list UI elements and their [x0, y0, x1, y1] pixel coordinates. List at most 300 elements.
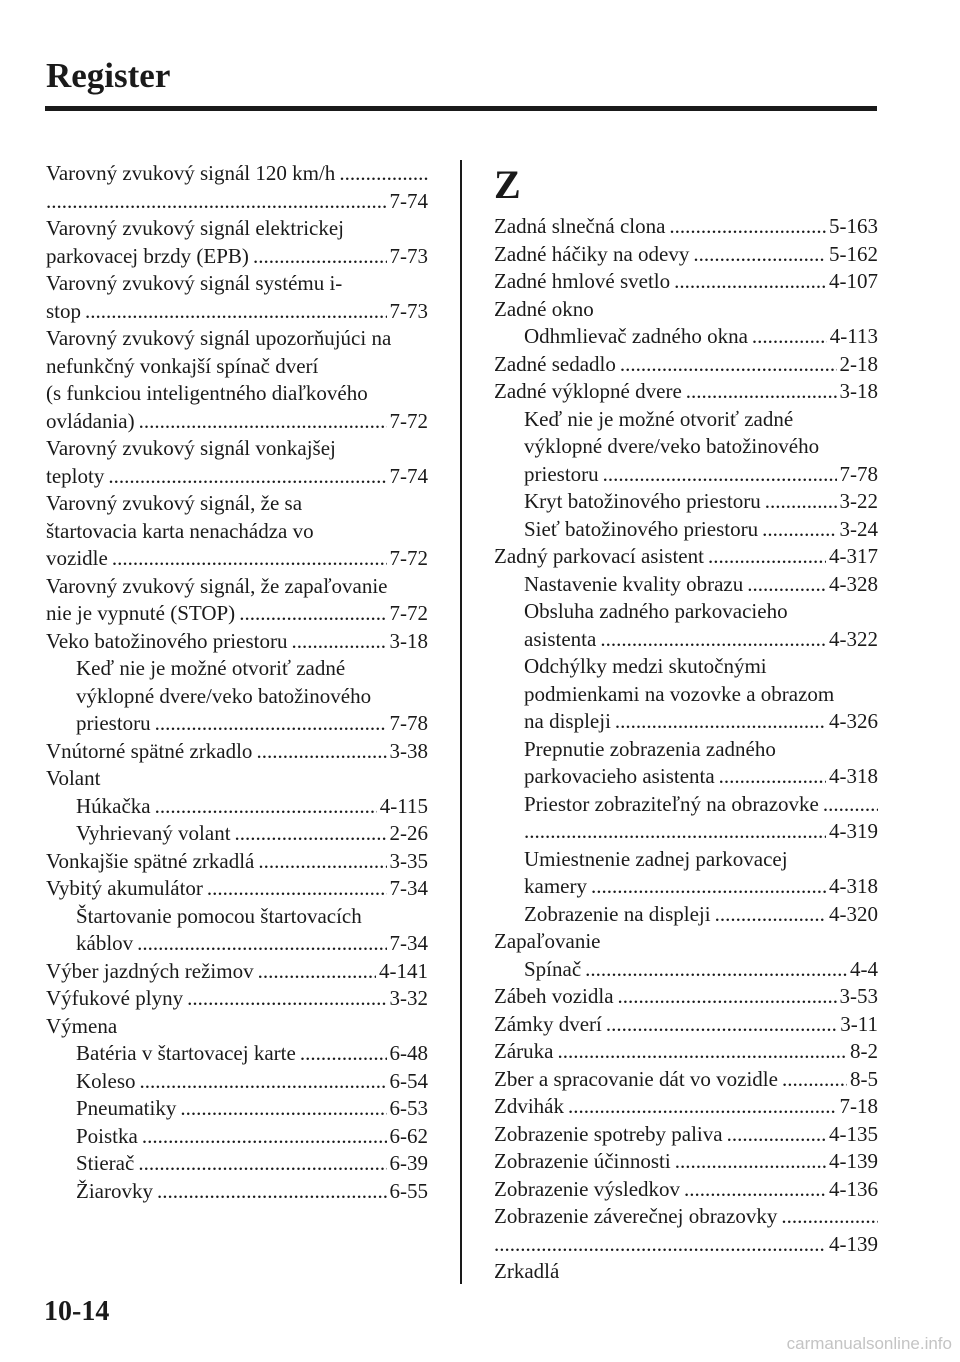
entry-line: [46, 353, 428, 381]
page-reference: 4-135: [829, 1121, 878, 1146]
entry-text: Varovný zvukový signál, že sa: [46, 491, 303, 515]
index-entry: [46, 1013, 428, 1041]
page-reference: 7-73: [389, 243, 428, 268]
dot-leader: [603, 461, 837, 489]
dot-leader: [239, 600, 386, 628]
entry-line: [494, 598, 878, 626]
entry-text: Priestor zobraziteľný na obrazovke: [524, 791, 819, 816]
page-reference: 4-107: [829, 269, 878, 293]
page-reference: 4-4: [850, 956, 878, 981]
dot-leader: [708, 543, 826, 571]
entry-text: parkovacej brzdy (EPB): [46, 243, 249, 268]
entry-line: [494, 571, 878, 599]
page-reference: 6-48: [389, 1041, 428, 1065]
index-entry: [46, 490, 428, 573]
entry-line: [494, 296, 878, 324]
index-entry: [494, 1148, 878, 1176]
page-reference: 4-318: [829, 764, 878, 788]
entry-line: [46, 1040, 428, 1068]
index-subentry: [494, 571, 878, 599]
entry-line: [494, 1093, 878, 1121]
dot-leader: [155, 793, 377, 821]
entry-line: [494, 213, 878, 241]
entry-line: [494, 516, 878, 544]
index-entry: [46, 875, 428, 903]
dot-leader: [781, 1203, 878, 1231]
entry-text: Zobrazenie spotreby paliva: [494, 1121, 723, 1146]
dot-leader: [686, 378, 837, 406]
entry-text: Výfukové plyny: [46, 986, 184, 1010]
entry-line: [46, 298, 428, 326]
entry-text: Varovný zvukový signál upozorňujúci na: [46, 326, 392, 350]
page-reference: 3-18: [389, 628, 428, 653]
page-reference: 7-78: [389, 711, 428, 735]
entry-line: [46, 655, 428, 683]
page-reference: 4-139: [829, 1149, 878, 1173]
index-entry: [494, 213, 878, 241]
page-reference: 6-54: [389, 1068, 428, 1093]
entry-line: [494, 1038, 878, 1066]
entry-text: Kryt batožinového priestoru: [524, 489, 761, 513]
index-subentry: [46, 1068, 428, 1096]
dot-leader: [187, 985, 386, 1013]
index-subentry: [494, 846, 878, 901]
entry-line: [46, 738, 428, 766]
entry-text: nefunkčný vonkajší spínač dverí: [46, 353, 319, 378]
entry-line: [46, 490, 428, 518]
index-column-right: [494, 160, 878, 1286]
entry-text: Zadné sedadlo: [494, 351, 616, 376]
entry-line: [494, 928, 878, 956]
index-subentry: [46, 1040, 428, 1068]
entry-line: [46, 573, 428, 601]
page-reference: 3-53: [839, 984, 878, 1008]
index-entry: [494, 928, 878, 956]
index-entry: [46, 573, 428, 628]
page-reference: 4-326: [829, 709, 878, 733]
entry-line: [494, 708, 878, 736]
section-letter: Z: [494, 162, 521, 207]
entry-text: nie je vypnuté (STOP): [46, 601, 236, 625]
dot-leader: [108, 463, 386, 491]
index-entry: [494, 1258, 878, 1286]
entry-text: Záruka: [494, 1039, 554, 1063]
entry-line: [494, 351, 878, 379]
page-reference: 2-26: [389, 821, 428, 845]
page-reference: 4-141: [379, 958, 428, 983]
dot-leader: [727, 1121, 826, 1149]
entry-line: [46, 793, 428, 821]
entry-text: Zobrazenie záverečnej obrazovky: [494, 1204, 778, 1228]
entry-line: [46, 325, 428, 353]
entry-text: vozidle: [46, 546, 108, 570]
entry-line: [494, 268, 878, 296]
index-subentry: [494, 323, 878, 351]
dot-leader: [782, 1066, 847, 1094]
entry-line: [46, 1068, 428, 1096]
index-entry: [494, 1066, 878, 1094]
entry-text: Keď nie je možné otvoriť zadné: [524, 406, 794, 431]
index-entry: [494, 543, 878, 571]
dot-leader: [258, 958, 376, 986]
index-entry: [494, 1121, 878, 1149]
index-entry: [46, 848, 428, 876]
entry-text: Vnútorné spätné zrkadlo: [46, 738, 253, 763]
entry-text: Poistka: [76, 1123, 138, 1148]
index-subentry: [46, 1178, 428, 1206]
index-entry: [494, 351, 878, 379]
page-reference: 3-18: [839, 379, 878, 403]
entry-text: Zber a spracovanie dát vo vozidle: [494, 1066, 778, 1091]
entry-line: [46, 628, 428, 656]
dot-leader: [823, 791, 878, 819]
dot-leader: [684, 1176, 826, 1204]
page-reference: 6-39: [389, 1151, 428, 1175]
dot-leader: [494, 1231, 826, 1259]
entry-line: [494, 241, 878, 269]
entry-line: [494, 626, 878, 654]
index-column-left: [46, 160, 428, 1205]
entry-line: [494, 736, 878, 764]
entry-text: Zobrazenie na displeji: [524, 901, 711, 926]
index-entry: [494, 241, 878, 269]
entry-text: štartovacia karta nenachádza vo: [46, 518, 314, 543]
entry-text: Keď nie je možné otvoriť zadné: [76, 656, 346, 680]
entry-line: [46, 903, 428, 931]
index-entry: [46, 985, 428, 1013]
entry-text: Varovný zvukový signál 120 km/h: [46, 161, 336, 185]
entry-text: Volant: [46, 766, 101, 790]
index-entry: [494, 1038, 878, 1066]
dot-leader: [568, 1093, 837, 1121]
index-entry: [46, 215, 428, 270]
entry-line: [494, 873, 878, 901]
entry-text: Zadné háčiky na odevy: [494, 241, 690, 266]
entry-line: [46, 1123, 428, 1151]
dot-leader: [138, 1150, 386, 1178]
index-subentry: [46, 655, 428, 738]
entry-text: Vyhrievaný volant: [76, 821, 231, 845]
column-divider: [460, 160, 462, 1284]
page-reference: 7-34: [389, 876, 428, 900]
entry-text: Zobrazenie výsledkov: [494, 1176, 681, 1201]
dot-leader: [618, 983, 837, 1011]
entry-text: Odchýlky medzi skutočnými: [524, 654, 767, 678]
entry-text: výklopné dvere/veko batožinového: [524, 434, 820, 458]
index-subentry: [494, 406, 878, 489]
entry-line: [494, 378, 878, 406]
page-reference: 7-73: [389, 298, 428, 323]
index-subentry: [494, 598, 878, 653]
page-reference: 7-72: [389, 546, 428, 570]
entry-line: [494, 956, 878, 984]
entry-line: [46, 820, 428, 848]
entry-text: Zdvihák: [494, 1094, 564, 1118]
entry-text: Obsluha zadného parkovacieho: [524, 599, 788, 623]
entry-line: [494, 901, 878, 929]
page-reference: 7-34: [389, 931, 428, 955]
entry-line: [494, 543, 878, 571]
entry-text: Zábeh vozidla: [494, 984, 614, 1008]
page-title: Register: [46, 56, 171, 95]
page-reference: 4-319: [829, 819, 878, 843]
page-reference: 7-18: [839, 1094, 878, 1118]
entry-line: [494, 1176, 878, 1204]
page-reference: 4-320: [829, 901, 878, 926]
entry-line: [46, 1013, 428, 1041]
entry-text: Varovný zvukový signál systému i-: [46, 271, 343, 295]
page-reference: 7-74: [389, 463, 428, 488]
entry-text: Vonkajšie spätné zrkadlá: [46, 848, 255, 873]
page-reference: 3-38: [389, 738, 428, 763]
entry-line: [46, 985, 428, 1013]
entry-text: Zadné hmlové svetlo: [494, 269, 671, 293]
entry-line: [494, 1121, 878, 1149]
page-reference: 3-35: [389, 848, 428, 873]
page-reference: 8-5: [850, 1066, 878, 1091]
entry-text: výklopné dvere/veko batožinového: [76, 683, 372, 708]
entry-line: [46, 215, 428, 243]
dot-leader: [719, 763, 826, 791]
dot-leader: [256, 738, 386, 766]
entry-text: podmienkami na vozovke a obrazom: [524, 681, 835, 706]
entry-line: [46, 435, 428, 463]
dot-leader: [139, 408, 387, 436]
dot-leader: [585, 956, 847, 984]
dot-leader: [752, 323, 827, 351]
dot-leader: [765, 488, 837, 516]
index-subentry: [46, 903, 428, 958]
entry-text: Veko batožinového priestoru: [46, 628, 288, 653]
index-entry: [46, 765, 428, 793]
entry-line: [46, 765, 428, 793]
entry-line: [46, 160, 428, 188]
index-entry: [46, 958, 428, 986]
entry-text: Pneumatiky: [76, 1096, 177, 1120]
entry-text: Sieť batožinového priestoru: [524, 516, 759, 541]
page-reference: 4-322: [829, 626, 878, 651]
entry-line: [494, 818, 878, 846]
index-entry: [46, 435, 428, 490]
entry-text: Výmena: [46, 1013, 118, 1038]
dot-leader: [669, 213, 826, 241]
dot-leader: [339, 160, 428, 188]
page-reference: 7-72: [389, 601, 428, 625]
entry-line: [46, 848, 428, 876]
entry-text: Vybitý akumulátor: [46, 876, 203, 900]
entry-line: [494, 323, 878, 351]
entry-line: [494, 1258, 878, 1286]
dot-leader: [46, 188, 387, 216]
entry-text: Umiestnenie zadnej parkovacej: [524, 846, 788, 871]
dot-leader: [620, 351, 837, 379]
page-reference: 6-55: [389, 1178, 428, 1203]
entry-text: Zadné okno: [494, 296, 594, 321]
entry-text: Spínač: [524, 956, 582, 981]
entry-text: Zrkadlá: [494, 1259, 560, 1283]
index-subentry: [494, 736, 878, 791]
entry-text: Koleso: [76, 1068, 136, 1093]
index-subentry: [494, 956, 878, 984]
dot-leader: [142, 1123, 387, 1151]
page-reference: 8-2: [850, 1039, 878, 1063]
entry-line: [494, 1011, 878, 1039]
entry-line: [46, 1178, 428, 1206]
dot-leader: [674, 268, 826, 296]
entry-text: Varovný zvukový signál elektrickej: [46, 216, 344, 240]
entry-line: [46, 408, 428, 436]
page-reference: 4-136: [829, 1176, 878, 1201]
page-reference: 3-32: [389, 986, 428, 1010]
entry-line: [494, 461, 878, 489]
page-reference: 4-328: [829, 571, 878, 596]
entry-text: Varovný zvukový signál vonkajšej: [46, 436, 336, 460]
page-reference: 4-115: [379, 793, 428, 818]
page-reference: 4-317: [829, 544, 878, 568]
page-reference: 7-74: [389, 188, 428, 213]
entry-line: [494, 1066, 878, 1094]
page-reference: 7-78: [839, 461, 878, 486]
entry-line: [46, 930, 428, 958]
dot-leader: [524, 818, 826, 846]
dot-leader: [112, 545, 387, 573]
entry-line: [494, 433, 878, 461]
index-entry: [494, 1011, 878, 1039]
entry-text: teploty: [46, 463, 105, 488]
index-subentry: [494, 653, 878, 736]
entry-line: [494, 1148, 878, 1176]
entry-line: [494, 1231, 878, 1259]
entry-text: stop: [46, 298, 82, 323]
dot-leader: [253, 243, 387, 271]
entry-line: [46, 600, 428, 628]
index-entry: [46, 325, 428, 435]
entry-text: Varovný zvukový signál, že zapaľovanie: [46, 573, 388, 598]
entry-text: asistenta: [524, 626, 597, 651]
dot-leader: [291, 628, 386, 656]
index-entry: [46, 160, 428, 215]
dot-leader: [693, 241, 826, 269]
page-reference: 5-162: [829, 241, 878, 266]
index-subentry: [46, 1123, 428, 1151]
dot-leader: [675, 1148, 826, 1176]
index-subentry: [494, 901, 878, 929]
entry-text: Žiarovky: [76, 1178, 153, 1203]
entry-text: Výber jazdných režimov: [46, 958, 254, 983]
page-reference: 6-53: [389, 1096, 428, 1120]
entry-text: Štartovanie pomocou štartovacích: [76, 903, 362, 928]
dot-leader: [207, 875, 387, 903]
entry-line: [494, 791, 878, 819]
entry-text: Zadné výklopné dvere: [494, 379, 682, 403]
entry-line: [46, 1150, 428, 1178]
index-entry: [494, 1093, 878, 1121]
page-reference: 5-163: [829, 214, 878, 238]
page-reference: 6-62: [389, 1123, 428, 1148]
entry-text: (s funkciou inteligentného diaľkového: [46, 381, 368, 405]
dot-leader: [180, 1095, 386, 1123]
dot-leader: [715, 901, 826, 929]
entry-text: Zámky dverí: [494, 1011, 602, 1036]
page-reference: 4-113: [829, 324, 878, 348]
dot-leader: [157, 1178, 387, 1206]
index-entry: [494, 983, 878, 1011]
entry-text: Zapaľovanie: [494, 929, 601, 953]
entry-text: Zobrazenie účinnosti: [494, 1149, 671, 1173]
header-rule: [45, 106, 877, 111]
index-entry: [46, 738, 428, 766]
entry-text: Odhmlievač zadného okna: [524, 324, 748, 348]
dot-leader: [615, 708, 826, 736]
index-entry: [494, 296, 878, 324]
entry-line: [494, 1203, 878, 1231]
page-reference: 3-24: [839, 516, 878, 541]
entry-line: [46, 463, 428, 491]
entry-text: Prepnutie zobrazenia zadného: [524, 736, 776, 761]
dot-leader: [137, 930, 386, 958]
dot-leader: [747, 571, 826, 599]
entry-line: [494, 763, 878, 791]
page-reference: 3-22: [839, 489, 878, 513]
dot-leader: [762, 516, 836, 544]
entry-text: káblov: [76, 931, 134, 955]
page-reference: 7-72: [389, 408, 428, 433]
index-entry: [494, 1176, 878, 1204]
dot-leader: [606, 1011, 837, 1039]
index-subentry: [46, 820, 428, 848]
dot-leader: [140, 1068, 387, 1096]
entry-line: [46, 710, 428, 738]
entry-line: [46, 380, 428, 408]
entry-text: Zadný parkovací asistent: [494, 544, 704, 568]
entry-line: [46, 270, 428, 298]
entry-line: [494, 488, 878, 516]
index-entry: [46, 270, 428, 325]
index-entry: [494, 378, 878, 406]
page-reference: 3-11: [840, 1011, 878, 1036]
page-reference: 2-18: [839, 351, 878, 376]
index-subentry: [494, 516, 878, 544]
entry-text: na displeji: [524, 709, 611, 733]
dot-leader: [557, 1038, 847, 1066]
page-number: 10-14: [44, 1296, 110, 1327]
entry-line: [494, 653, 878, 681]
dot-leader: [300, 1040, 387, 1068]
entry-text: priestoru: [76, 711, 151, 735]
dot-leader: [258, 848, 386, 876]
entry-text: Nastavenie kvality obrazu: [524, 571, 744, 596]
entry-line: [494, 681, 878, 709]
dot-leader: [85, 298, 386, 326]
entry-line: [46, 243, 428, 271]
index-subentry: [46, 1150, 428, 1178]
entry-text: Húkačka: [76, 793, 151, 818]
dot-leader: [235, 820, 387, 848]
page-reference: 4-318: [829, 874, 878, 898]
index-subentry: [494, 488, 878, 516]
entry-line: [46, 875, 428, 903]
dot-leader: [155, 710, 387, 738]
entry-line: [494, 406, 878, 434]
entry-line: [46, 1095, 428, 1123]
entry-line: [46, 545, 428, 573]
entry-line: [46, 188, 428, 216]
entry-text: Batéria v štartovacej karte: [76, 1041, 296, 1065]
index-subentry: [46, 793, 428, 821]
index-entry: [46, 628, 428, 656]
index-entry: [494, 268, 878, 296]
dot-leader: [591, 873, 826, 901]
